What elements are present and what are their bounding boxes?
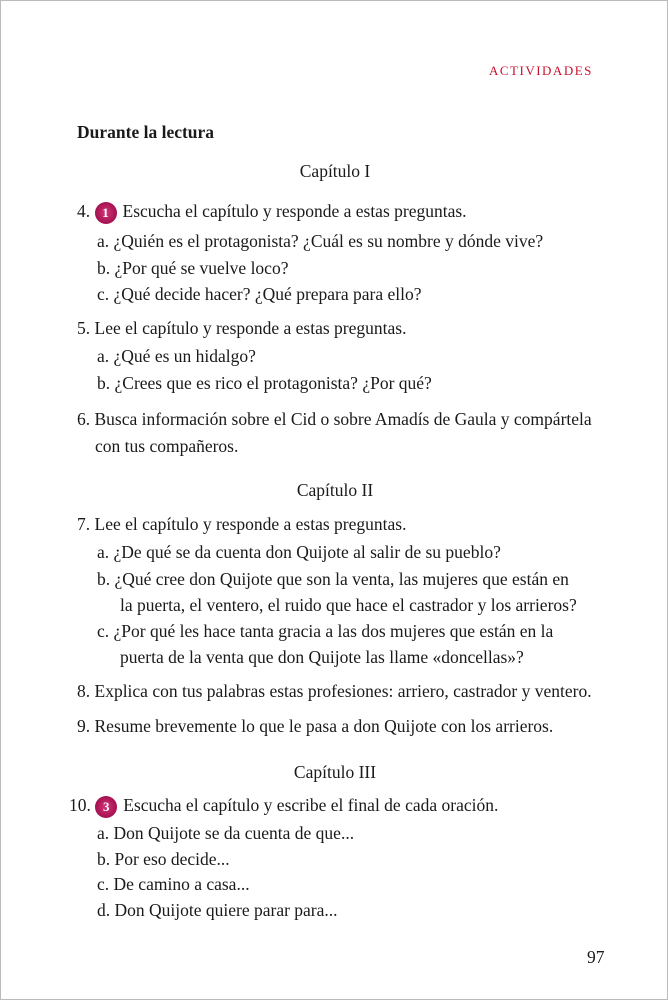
question-7: 7. Lee el capítulo y responde a estas preguntas. (77, 514, 407, 534)
question-6: 6. Busca información sobre el Cid o sobre Amadís de Gaula y compártela (77, 409, 592, 429)
question-number: 4. (77, 201, 91, 221)
sub-question: b. ¿Qué cree don Quijote que son la venta, las mujeres que están en (97, 569, 569, 589)
sub-question: c. ¿Por qué les hace tanta gracia a las dos mujeres que están en la (97, 621, 554, 641)
sub-question: b. Por eso decide... (97, 849, 230, 869)
chapter-heading: Capítulo I (299, 161, 371, 181)
sub-question: c. De camino a casa... (97, 874, 250, 894)
audio-track-icon: 3 (95, 796, 117, 818)
sub-question: a. Don Quijote se da cuenta de que... (97, 823, 355, 843)
question-10: 10. 3 Escucha el capítulo y escribe el final de cada oración. (69, 795, 498, 818)
sub-question: a. ¿De qué se da cuenta don Quijote al salir de su pueblo? (97, 542, 501, 562)
question-8: 8. Explica con tus palabras estas profesiones: arriero, castrador y ventero. (77, 681, 592, 701)
sub-question: d. Don Quijote quiere parar para... (97, 900, 338, 920)
question-5: 5. Lee el capítulo y responde a estas preguntas. (77, 318, 407, 338)
question-4 (77, 201, 467, 224)
chapter-heading: Capítulo III (293, 762, 377, 782)
audio-track-icon: 1 (95, 202, 117, 224)
sub-question: a. ¿Quién es el protagonista? ¿Cuál es su nombre y dónde vive? (97, 231, 544, 251)
sub-question-cont: puerta de la venta que don Quijote las llame «doncellas»? (120, 647, 524, 667)
section-title: Durante la lectura (77, 122, 215, 142)
sub-question-cont: la puerta, el ventero, el ruido que hace el castrador y los arrieros? (120, 595, 577, 615)
page-number: 97 (587, 947, 605, 967)
sub-question: b. ¿Por qué se vuelve loco? (97, 258, 289, 278)
question-text: Escucha el capítulo y responde a estas preguntas. (122, 201, 467, 221)
sub-question: c. ¿Qué decide hacer? ¿Qué prepara para ello? (97, 284, 422, 304)
chapter-heading: Capítulo II (296, 480, 374, 500)
question-6-cont: con tus compañeros. (95, 436, 239, 456)
question-9: 9. Resume brevemente lo que le pasa a don Quijote con los arrieros. (77, 716, 554, 736)
sub-question: a. ¿Qué es un hidalgo? (97, 346, 256, 366)
running-header: ACTIVIDADES (489, 63, 593, 78)
sub-question: b. ¿Crees que es rico el protagonista? ¿Por qué? (97, 373, 432, 393)
